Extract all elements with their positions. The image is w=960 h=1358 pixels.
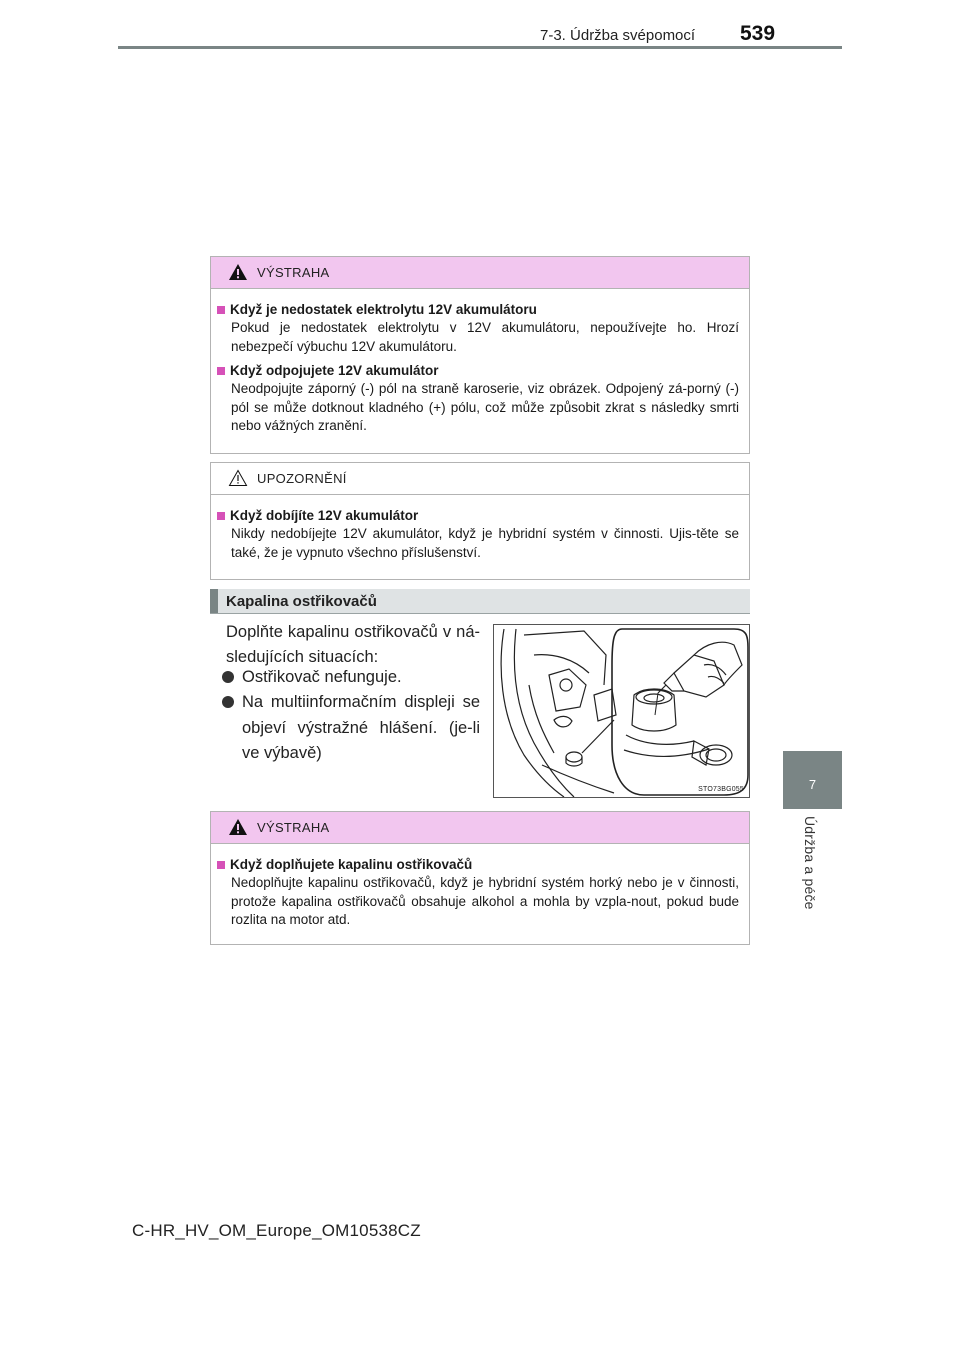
warning-triangle-icon: [228, 263, 248, 281]
item-title-text: Když odpojujete 12V akumulátor: [230, 363, 439, 378]
warning-box-body: [211, 844, 749, 940]
caution-triangle-icon: [228, 469, 248, 487]
bullet-dot-icon: [222, 696, 234, 708]
item-title: [217, 362, 739, 380]
chapter-number: 7: [808, 777, 817, 792]
warning-box-header: [211, 257, 749, 289]
caution-label: UPOZORNĚNÍ: [257, 471, 347, 486]
caution-box: [210, 462, 750, 580]
running-header-section: 7-3. Údržba svépomocí: [540, 27, 696, 44]
header-rule: [118, 46, 842, 49]
washer-fluid-figure: [493, 624, 750, 798]
item-text: Pokud je nedostatek elektrolytu v 12V akumulátoru, nepoužívejte ho. Hrozí nebezpečí výbuchu 12V akumulátoru.: [231, 320, 739, 354]
bullet-square-icon: [217, 306, 225, 314]
bullet-item: [222, 690, 480, 767]
item-title-text: Když je nedostatek elektrolytu 12V akumulátoru: [230, 302, 537, 317]
warning-box-header: [211, 812, 749, 844]
item-title: [217, 507, 739, 525]
section-heading: [210, 589, 750, 614]
bullet-square-icon: [217, 861, 225, 869]
warning-label: VÝSTRAHA: [257, 265, 330, 280]
document-id-footer: C-HR_HV_OM_Europe_OM10538CZ: [132, 1221, 421, 1240]
bullet-item: [222, 665, 480, 691]
section-intro: Doplňte kapalinu ostřikovačů v ná-sledujících situacích:: [226, 623, 480, 666]
warning-label: VÝSTRAHA: [257, 820, 330, 835]
figure-code: STO73BG055: [698, 786, 744, 793]
chapter-tab: [783, 751, 842, 809]
item-title: [217, 301, 739, 319]
bullet-square-icon: [217, 367, 225, 375]
engine-bay-illustration: [494, 625, 749, 797]
warning-box-body: [211, 289, 749, 446]
item-text: Nikdy nedobíjejte 12V akumulátor, když je hybridní systém v činnosti. Ujis-těte se také, že je vypnuto všechno příslušenství.: [231, 526, 739, 560]
caution-box-body: [211, 495, 749, 572]
item-title: [217, 856, 739, 874]
section-heading-text: Kapalina ostřikovačů: [226, 593, 377, 610]
chapter-title: Údržba a péče: [802, 816, 818, 910]
warning-box: [210, 256, 750, 454]
warning-box: [210, 811, 750, 945]
bullet-text: Na multiinformačním displeji se objeví výstražné hlášení. (je-li ve výbavě): [242, 693, 480, 762]
page-number: 539: [740, 22, 776, 45]
item-title-text: Když doplňujete kapalinu ostřikovačů: [230, 857, 473, 872]
item-text: Neodpojujte záporný (-) pól na straně karoserie, viz obrázek. Odpojený zá-porný (-) pól se může dotknout kladného (+) pólu, což může způsobit zkrat s následky smrti nebo vážných zranění.: [231, 381, 739, 433]
bullet-dot-icon: [222, 671, 234, 683]
section-heading-bar: [210, 589, 218, 613]
item-title-text: Když dobíjíte 12V akumulátor: [230, 508, 419, 523]
bullet-text: Ostřikovač nefunguje.: [242, 668, 402, 686]
caution-box-header: [211, 463, 749, 495]
warning-triangle-icon: [228, 818, 248, 836]
item-text: Nedoplňujte kapalinu ostřikovačů, když je hybridní systém horký nebo je v činnosti, protože kapalina ostřikovačů obsahuje alkohol a mohla by vzpla-nout, pokud bude rozlita na motor atd.: [231, 875, 739, 927]
bullet-square-icon: [217, 512, 225, 520]
